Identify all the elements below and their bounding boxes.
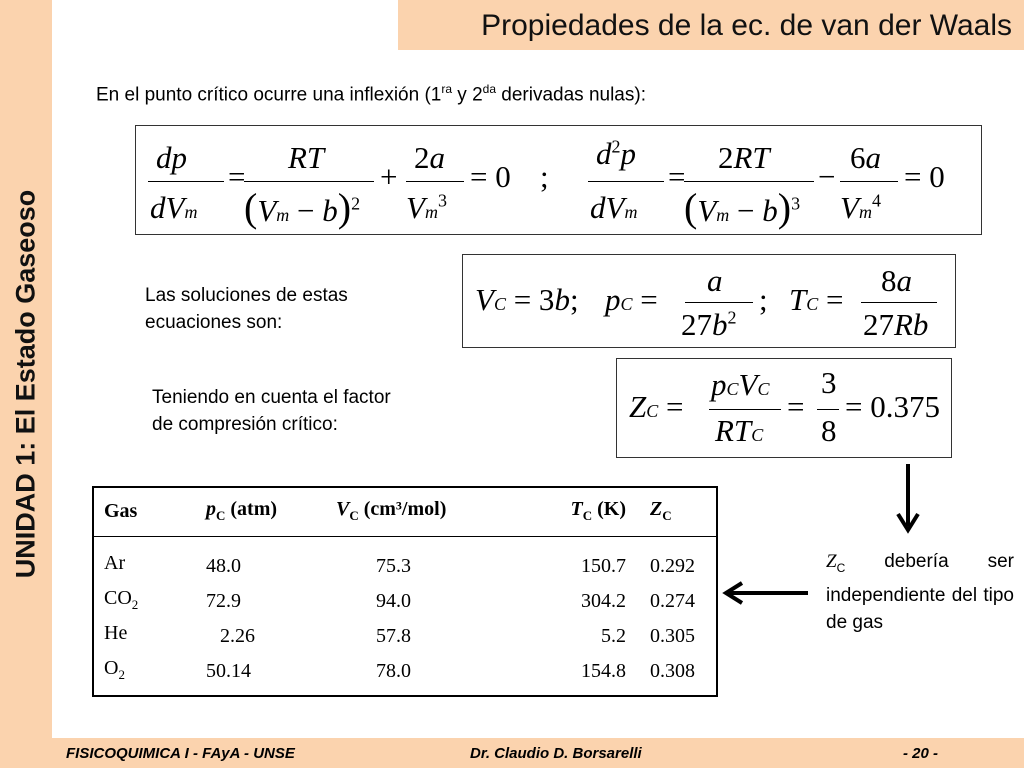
table-header-row xyxy=(93,487,717,537)
cell-pc: 2.26 xyxy=(220,625,255,647)
cell-pc: 50.14 xyxy=(206,660,251,682)
intro-text: En el punto crítico ocurre una inflexión ($1^{ra}$ y $2^{da}$ derivadas nulas): xyxy=(96,82,646,106)
critical-constants-table xyxy=(92,486,718,697)
footer-bar xyxy=(52,738,1024,768)
cell-gas: He xyxy=(104,622,128,644)
footer-course: FISICOQUIMICA I - FAyA - UNSE xyxy=(66,745,295,762)
header-pc: $p_C$ (atm) xyxy=(196,487,326,537)
table-row xyxy=(93,654,717,696)
cell-vc: 94.0 xyxy=(376,590,411,612)
title-banner xyxy=(398,0,1024,50)
cell-zc: 0.305 xyxy=(650,625,695,647)
cell-pc: 72.9 xyxy=(206,590,241,612)
compression-factor-box: ZC = pCVC RTC = 3 8 = 0.375 xyxy=(616,358,952,458)
cell-gas: $CO_2$ xyxy=(104,587,139,612)
slide-title: Propiedades de la ec. de van der Waals xyxy=(481,9,1012,42)
cell-vc: 78.0 xyxy=(376,660,411,682)
header-gas: Gas xyxy=(93,487,196,537)
cell-gas: Ar xyxy=(104,552,126,574)
zc-note: $Z_C$ debería ser independiente del tipo de gas xyxy=(826,551,1014,633)
compression-text: Teniendo en cuenta el factor de compresión crítico: xyxy=(152,387,391,435)
cell-vc: 57.8 xyxy=(376,625,411,647)
cell-tc: 150.7 xyxy=(581,555,626,577)
cell-zc: 0.308 xyxy=(650,660,695,682)
critical-constants-box: VC = 3b; pC = a $27b^2$ ; TC = 8a 27Rb xyxy=(462,254,956,348)
table-row xyxy=(93,537,717,585)
footer-page-number: - 20 - xyxy=(902,745,938,762)
cell-zc: 0.274 xyxy=(650,590,695,612)
header-tc: $T_C$ (K) xyxy=(506,487,640,537)
sidebar-band xyxy=(0,0,52,768)
cell-vc: 75.3 xyxy=(376,555,411,577)
header-zc: $Z_C$ xyxy=(640,487,717,537)
cell-gas: $O_2$ xyxy=(104,657,125,682)
solutions-text: Las soluciones de estas ecuaciones son: xyxy=(145,285,348,333)
cell-tc: 5.2 xyxy=(601,625,626,647)
table-row xyxy=(93,619,717,654)
arrow-left-icon xyxy=(722,580,808,606)
header-vc: $V_C$ (cm³/mol) xyxy=(326,487,506,537)
cell-zc: 0.292 xyxy=(650,555,695,577)
unit-title: UNIDAD 1: El Estado Gaseoso xyxy=(10,189,41,579)
cell-tc: 304.2 xyxy=(581,590,626,612)
derivatives-equation-box: dp dVm = RT $(Vm - b)^2$ + 2a $Vm^3$ = 0 ; $d^2p$ dVm = 2RT $(Vm - b)^3$ − 6a $Vm^4$ = 0 xyxy=(135,125,982,235)
table-row xyxy=(93,584,717,619)
footer-author: Dr. Claudio D. Borsarelli xyxy=(470,745,642,762)
arrow-down-icon xyxy=(896,464,920,536)
cell-pc: 48.0 xyxy=(206,555,241,577)
cell-tc: 154.8 xyxy=(581,660,626,682)
